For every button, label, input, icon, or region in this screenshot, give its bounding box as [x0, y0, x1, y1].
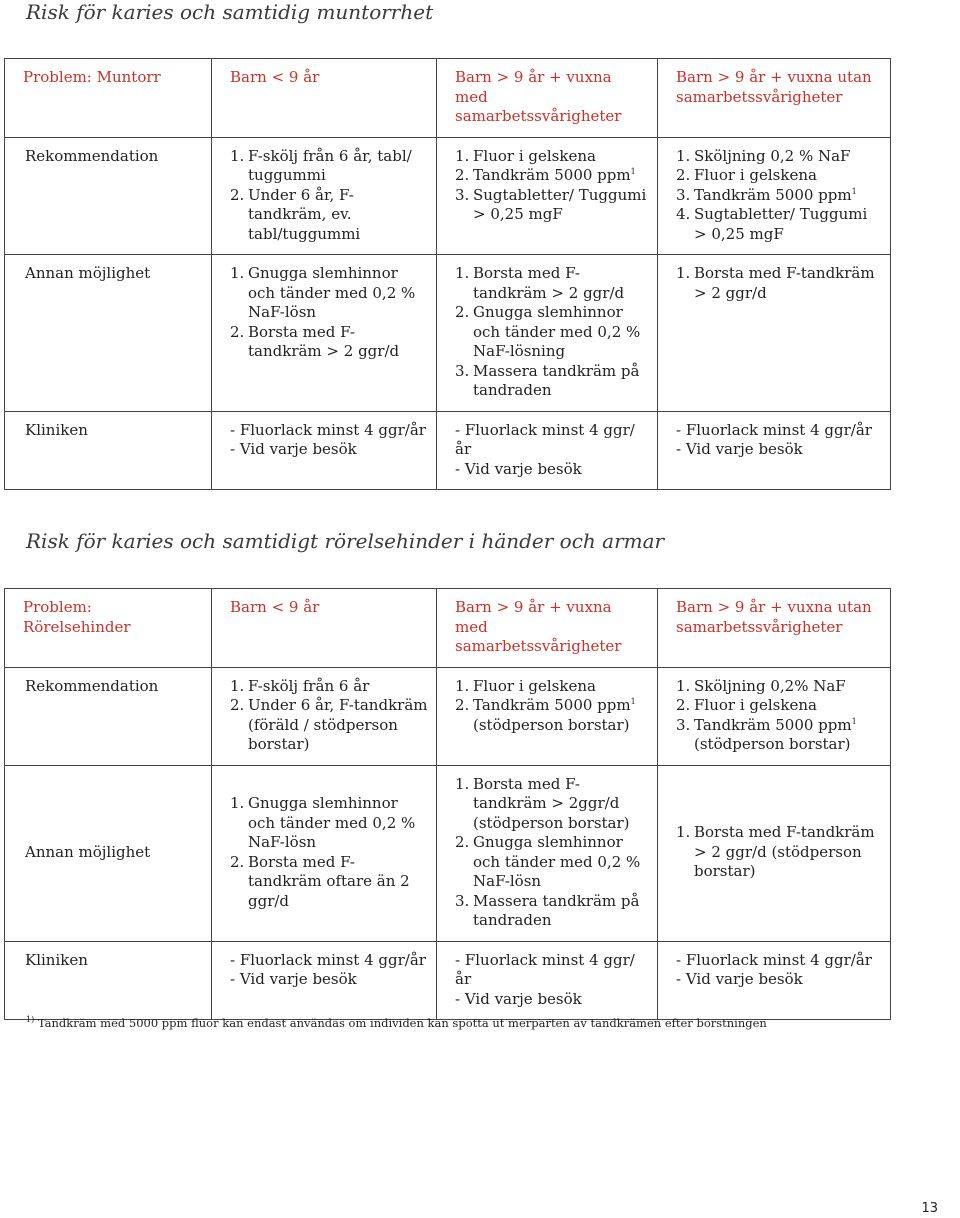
item-text: Sugtabletter/ Tuggumi > 0,25 mgF — [694, 205, 868, 243]
item-number: 2. — [455, 166, 470, 184]
numbered-list — [230, 677, 428, 755]
footnote-reference: 1 — [851, 716, 857, 726]
item-text: Gnugga slemhinnor och tänder med 0,2 % NaF-lösn — [248, 794, 416, 851]
list-item — [455, 775, 649, 834]
item-text: Tandkräm 5000 ppm — [473, 166, 631, 184]
item-text: Fluor i gelskena — [694, 696, 817, 714]
item-number: 1. — [676, 264, 691, 282]
dash-list — [230, 421, 428, 460]
item-text: Gnugga slemhinnor och tänder med 0,2 % NaF-lösn — [473, 833, 641, 890]
list-item — [676, 677, 882, 697]
list-item: - Fluorlack minst 4 ggr/år — [676, 420, 872, 439]
item-number: 1. — [676, 676, 691, 695]
list-item — [676, 823, 882, 882]
table-cell — [212, 667, 437, 765]
item-number: 2. — [230, 852, 245, 871]
list-item: - Fluorlack minst 4 ggr/år — [676, 950, 872, 969]
item-number: 2. — [455, 303, 470, 321]
table-cell — [658, 667, 891, 765]
muntorr-table — [4, 58, 891, 490]
table-row — [5, 941, 891, 1020]
table-row — [5, 137, 891, 255]
list-item — [230, 677, 428, 697]
list-item — [676, 716, 882, 755]
table-cell — [437, 765, 658, 941]
table-cell — [658, 941, 891, 1020]
table-row — [5, 411, 891, 490]
list-item — [455, 677, 649, 697]
item-number: 2. — [230, 696, 245, 714]
table-cell — [212, 765, 437, 941]
item-text-suffix: (stödperson borstar) — [473, 715, 630, 734]
list-item: - Vid varje besök — [676, 970, 803, 988]
item-text: Under 6 år, F-tandkräm (föräld / stödperson borstar) — [248, 696, 428, 753]
item-text: Tandkräm 5000 ppm — [694, 715, 852, 734]
item-number: 1. — [676, 823, 691, 842]
dash-list — [455, 951, 649, 1010]
table-cell — [212, 137, 437, 255]
list-item — [230, 794, 428, 853]
section-1-title: Risk för karies och samtidig muntorrhet — [26, 0, 434, 24]
dash-list — [676, 951, 882, 990]
list-item: - Vid varje besök — [676, 440, 803, 458]
numbered-list — [230, 264, 428, 362]
numbered-list — [230, 147, 428, 245]
list-item — [455, 833, 649, 892]
item-number: 1. — [455, 146, 470, 165]
list-item — [676, 166, 882, 186]
table-header-row — [5, 59, 891, 138]
column-header: Barn < 9 år — [212, 589, 437, 668]
table-row — [5, 765, 891, 941]
item-text: Borsta med F-tandkräm > 2 ggr/d — [694, 264, 875, 302]
item-text: Borsta med F-tandkräm oftare än 2 ggr/d — [248, 852, 410, 910]
table-cell — [437, 667, 658, 765]
item-text: F-skölj från 6 år — [248, 676, 370, 695]
item-text: Tandkräm 5000 ppm — [694, 185, 852, 204]
list-item: - Fluorlack minst 4 ggr/år — [455, 420, 635, 458]
table-cell — [658, 255, 891, 412]
item-text: Gnugga slemhinnor och tänder med 0,2 % NaF-lösn — [248, 264, 416, 321]
item-text: Borsta med F-tandkräm > 2 ggr/d (stödperson borstar) — [694, 823, 875, 881]
table-cell — [658, 411, 891, 490]
item-number: 1. — [230, 676, 245, 695]
list-item: - Vid varje besök — [230, 970, 357, 988]
column-header: Barn > 9 år + vuxna med samarbetssvårigheter — [437, 589, 658, 668]
column-header: Problem: Rörelsehinder — [5, 589, 212, 668]
table-cell — [212, 941, 437, 1020]
row-label: Kliniken — [5, 941, 212, 1020]
table-header-row — [5, 589, 891, 668]
item-text: Sköljning 0,2% NaF — [694, 676, 846, 695]
table-cell — [437, 411, 658, 490]
item-number: 2. — [455, 833, 470, 851]
row-label: Rekommendation — [5, 667, 212, 765]
column-header: Barn < 9 år — [212, 59, 437, 138]
table-cell — [212, 255, 437, 412]
table-cell — [437, 255, 658, 412]
numbered-list — [455, 677, 649, 736]
list-item: - Vid varje besök — [455, 459, 582, 478]
item-number: 3. — [676, 715, 691, 734]
item-number: 1. — [455, 676, 470, 695]
list-item: - Fluorlack minst 4 ggr/år — [230, 420, 426, 439]
list-item — [455, 892, 649, 931]
row-label: Annan möjlighet — [5, 765, 212, 941]
item-text: F-skölj från 6 år, tabl/ tuggummi — [248, 146, 412, 184]
list-item — [676, 264, 882, 303]
column-header: Barn > 9 år + vuxna utan samarbetssvårigheter — [658, 59, 891, 138]
list-item — [230, 696, 428, 755]
item-text: Borsta med F-tandkräm > 2 ggr/d — [248, 322, 400, 360]
row-label: Annan möjlighet — [5, 255, 212, 412]
footnote-reference: 1 — [851, 186, 857, 196]
list-item — [455, 696, 649, 735]
list-item — [230, 323, 428, 362]
footnote — [26, 1016, 767, 1030]
row-label: Kliniken — [5, 411, 212, 490]
item-text: Sköljning 0,2 % NaF — [694, 146, 851, 165]
item-number: 3. — [676, 185, 691, 204]
table-cell — [658, 765, 891, 941]
item-number: 1. — [455, 774, 470, 793]
column-header: Problem: Muntorr — [5, 59, 212, 138]
list-item: - Fluorlack minst 4 ggr/år — [230, 950, 426, 969]
item-text: Borsta med F-tandkräm > 2 ggr/d — [473, 264, 625, 302]
numbered-list — [455, 264, 649, 401]
numbered-list — [455, 775, 649, 931]
dash-list — [230, 951, 428, 990]
table-row — [5, 255, 891, 412]
table-cell — [658, 137, 891, 255]
list-item — [676, 205, 882, 244]
table-cell — [437, 137, 658, 255]
table-row — [5, 667, 891, 765]
footnote-text: Tandkräm med 5000 ppm fluor kan endast användas om individen kan spotta ut merparten av tandkrämen efter borstningen — [37, 1016, 767, 1030]
numbered-list — [676, 823, 882, 882]
item-text-suffix: (stödperson borstar) — [694, 735, 851, 753]
item-text: Massera tandkräm på tandraden — [473, 891, 640, 929]
numbered-list — [455, 147, 649, 225]
footnote-marker: 1) — [26, 1015, 35, 1025]
list-item — [230, 853, 428, 912]
dash-list — [455, 421, 649, 480]
item-text: Gnugga slemhinnor och tänder med 0,2 % NaF-lösning — [473, 303, 641, 360]
list-item — [455, 166, 649, 186]
footnote-reference: 1 — [630, 697, 636, 706]
item-number: 3. — [455, 361, 470, 380]
item-number: 1. — [455, 264, 470, 282]
list-item — [455, 186, 649, 225]
item-number: 1. — [676, 146, 691, 165]
item-number: 2. — [676, 166, 691, 184]
numbered-list — [676, 147, 882, 245]
list-item: - Vid varje besök — [455, 989, 582, 1008]
item-number: 2. — [676, 696, 691, 714]
list-item — [676, 186, 882, 206]
item-number: 1. — [230, 264, 245, 282]
page-number: 13 — [921, 1201, 938, 1216]
section-2-title: Risk för karies och samtidigt rörelsehinder i händer och armar — [26, 529, 665, 553]
list-item — [455, 303, 649, 362]
rorelsehinder-table — [4, 588, 891, 1020]
dash-list — [676, 421, 882, 460]
item-number: 4. — [676, 205, 691, 223]
item-text: Massera tandkräm på tandraden — [473, 361, 640, 399]
table-cell — [212, 411, 437, 490]
footnote-reference: 1 — [630, 167, 636, 176]
item-text: Fluor i gelskena — [473, 676, 596, 695]
list-item — [230, 264, 428, 323]
list-item — [676, 147, 882, 167]
row-label: Rekommendation — [5, 137, 212, 255]
list-item — [676, 696, 882, 716]
column-header: Barn > 9 år + vuxna med samarbetssvårigheter — [437, 59, 658, 138]
list-item — [230, 186, 428, 245]
item-number: 3. — [455, 891, 470, 910]
item-number: 2. — [230, 322, 245, 341]
item-text: Under 6 år, F-tandkräm, ev. tabl/tuggummi — [248, 185, 361, 243]
list-item — [455, 264, 649, 303]
item-number: 2. — [455, 696, 470, 714]
numbered-list — [676, 677, 882, 755]
item-text: Fluor i gelskena — [694, 166, 817, 184]
list-item — [230, 147, 428, 186]
numbered-list — [230, 794, 428, 911]
list-item: - Fluorlack minst 4 ggr/år — [455, 950, 635, 988]
numbered-list — [676, 264, 882, 303]
item-number: 1. — [230, 146, 245, 165]
list-item: - Vid varje besök — [230, 440, 357, 458]
item-text: Tandkräm 5000 ppm — [473, 696, 631, 714]
list-item — [455, 147, 649, 167]
item-number: 1. — [230, 794, 245, 812]
item-text: Borsta med F-tandkräm > 2ggr/d (stödperson borstar) — [473, 774, 630, 832]
item-number: 2. — [230, 185, 245, 204]
column-header: Barn > 9 år + vuxna utan samarbetssvårigheter — [658, 589, 891, 668]
item-number: 3. — [455, 185, 470, 204]
item-text: Fluor i gelskena — [473, 146, 596, 165]
table-cell — [437, 941, 658, 1020]
list-item — [455, 362, 649, 401]
item-text: Sugtabletter/ Tuggumi > 0,25 mgF — [473, 185, 647, 223]
